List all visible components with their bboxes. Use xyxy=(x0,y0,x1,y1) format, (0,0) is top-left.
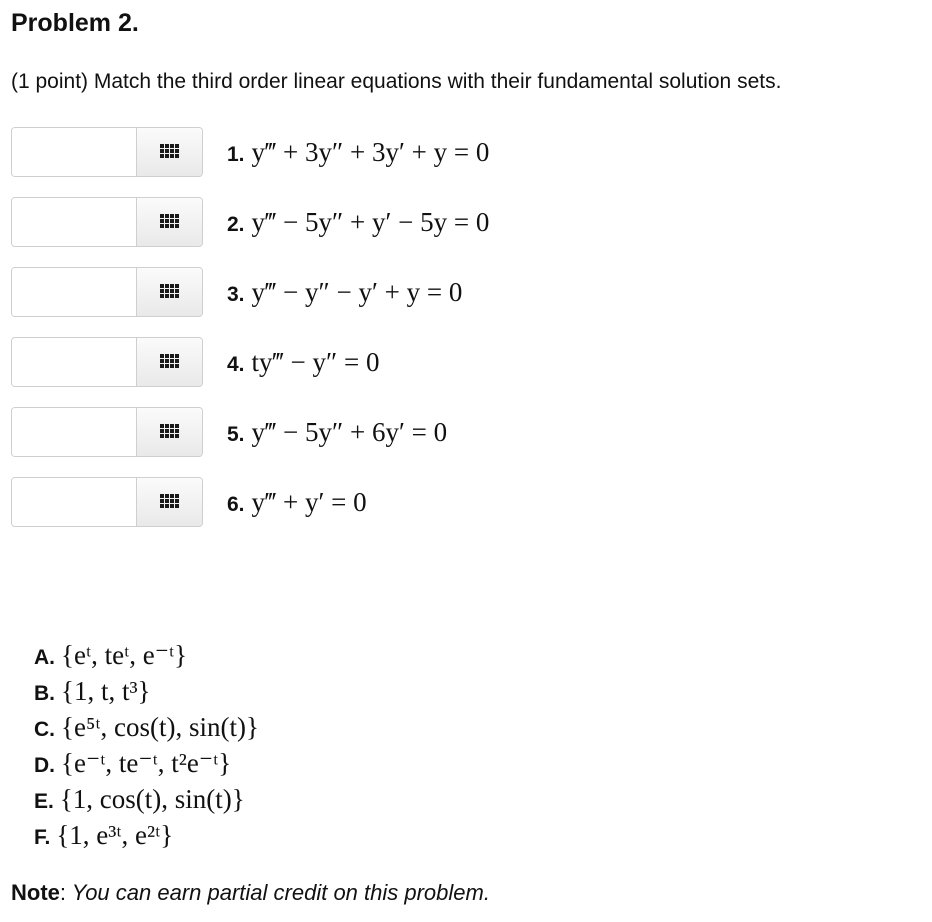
choice-text: {eᵗ, teᵗ, e⁻ᵗ} xyxy=(61,640,188,670)
choice-a xyxy=(34,640,259,676)
equation-text: y‴ − 5y″ + y′ − 5y = 0 xyxy=(251,206,490,237)
answer-combo-5[interactable] xyxy=(11,407,203,457)
answer-combo-2[interactable] xyxy=(11,197,203,247)
choice-label: F. xyxy=(34,826,51,849)
equation-number: 5. xyxy=(227,422,245,446)
answer-picker-button-4[interactable] xyxy=(136,338,202,386)
choice-b xyxy=(34,676,259,712)
solution-set-list xyxy=(34,640,259,856)
choice-e xyxy=(34,784,259,820)
equation-number: 6. xyxy=(227,492,245,516)
answer-combo-4[interactable] xyxy=(11,337,203,387)
grid-menu-icon xyxy=(160,424,180,441)
equation-number: 3. xyxy=(227,282,245,306)
choice-text: {1, cos(t), sin(t)} xyxy=(59,784,245,814)
grid-menu-icon xyxy=(160,494,180,511)
answer-input-5[interactable] xyxy=(12,408,136,456)
match-row-4 xyxy=(11,337,711,387)
equation-1 xyxy=(227,137,489,168)
note-text: You can earn partial credit on this problem. xyxy=(66,880,490,905)
grid-menu-icon xyxy=(160,354,180,371)
equation-number: 4. xyxy=(227,352,245,376)
equation-6 xyxy=(227,487,367,518)
match-row-1 xyxy=(11,127,711,177)
problem-title: Problem 2. xyxy=(11,9,139,37)
choice-c xyxy=(34,712,259,748)
answer-input-3[interactable] xyxy=(12,268,136,316)
answer-input-2[interactable] xyxy=(12,198,136,246)
choice-label: B. xyxy=(34,682,55,705)
choice-label: C. xyxy=(34,718,55,741)
equation-text: ty‴ − y″ = 0 xyxy=(251,346,380,377)
equation-text: y‴ + y′ = 0 xyxy=(251,486,367,517)
answer-input-4[interactable] xyxy=(12,338,136,386)
equation-3 xyxy=(227,277,462,308)
choice-text: {1, t, t³} xyxy=(61,676,151,706)
equation-2 xyxy=(227,207,489,238)
choice-label: E. xyxy=(34,790,54,813)
answer-picker-button-3[interactable] xyxy=(136,268,202,316)
answer-picker-button-6[interactable] xyxy=(136,478,202,526)
equation-4 xyxy=(227,347,379,378)
equation-text: y‴ − 5y″ + 6y′ = 0 xyxy=(251,416,448,447)
answer-combo-1[interactable] xyxy=(11,127,203,177)
choice-f xyxy=(34,820,259,856)
answer-picker-button-1[interactable] xyxy=(136,128,202,176)
choice-text: {e⁵ᵗ, cos(t), sin(t)} xyxy=(61,712,259,742)
grid-menu-icon xyxy=(160,144,180,161)
note-colon: : xyxy=(59,880,67,905)
choice-text: {1, e³ᵗ, e²ᵗ} xyxy=(56,820,174,850)
grid-menu-icon xyxy=(160,284,180,301)
match-row-3 xyxy=(11,267,711,317)
problem-instructions: (1 point) Match the third order linear equations with their fundamental solution sets. xyxy=(11,70,782,93)
equation-number: 2. xyxy=(227,212,245,236)
answer-picker-button-2[interactable] xyxy=(136,198,202,246)
match-row-5 xyxy=(11,407,711,457)
answer-combo-6[interactable] xyxy=(11,477,203,527)
choice-d xyxy=(34,748,259,784)
answer-input-1[interactable] xyxy=(12,128,136,176)
grid-menu-icon xyxy=(160,214,180,231)
choice-label: D. xyxy=(34,754,55,777)
answer-input-6[interactable] xyxy=(12,478,136,526)
equation-5 xyxy=(227,417,447,448)
partial-credit-note xyxy=(11,880,490,906)
match-row-6 xyxy=(11,477,711,527)
answer-picker-button-5[interactable] xyxy=(136,408,202,456)
choice-text: {e⁻ᵗ, te⁻ᵗ, t²e⁻ᵗ} xyxy=(61,748,232,778)
match-row-2 xyxy=(11,197,711,247)
equation-text: y‴ − y″ − y′ + y = 0 xyxy=(251,276,463,307)
answer-combo-3[interactable] xyxy=(11,267,203,317)
choice-label: A. xyxy=(34,646,55,669)
note-label: Note xyxy=(11,880,60,905)
equation-text: y‴ + 3y″ + 3y′ + y = 0 xyxy=(251,136,490,167)
equation-number: 1. xyxy=(227,142,245,166)
